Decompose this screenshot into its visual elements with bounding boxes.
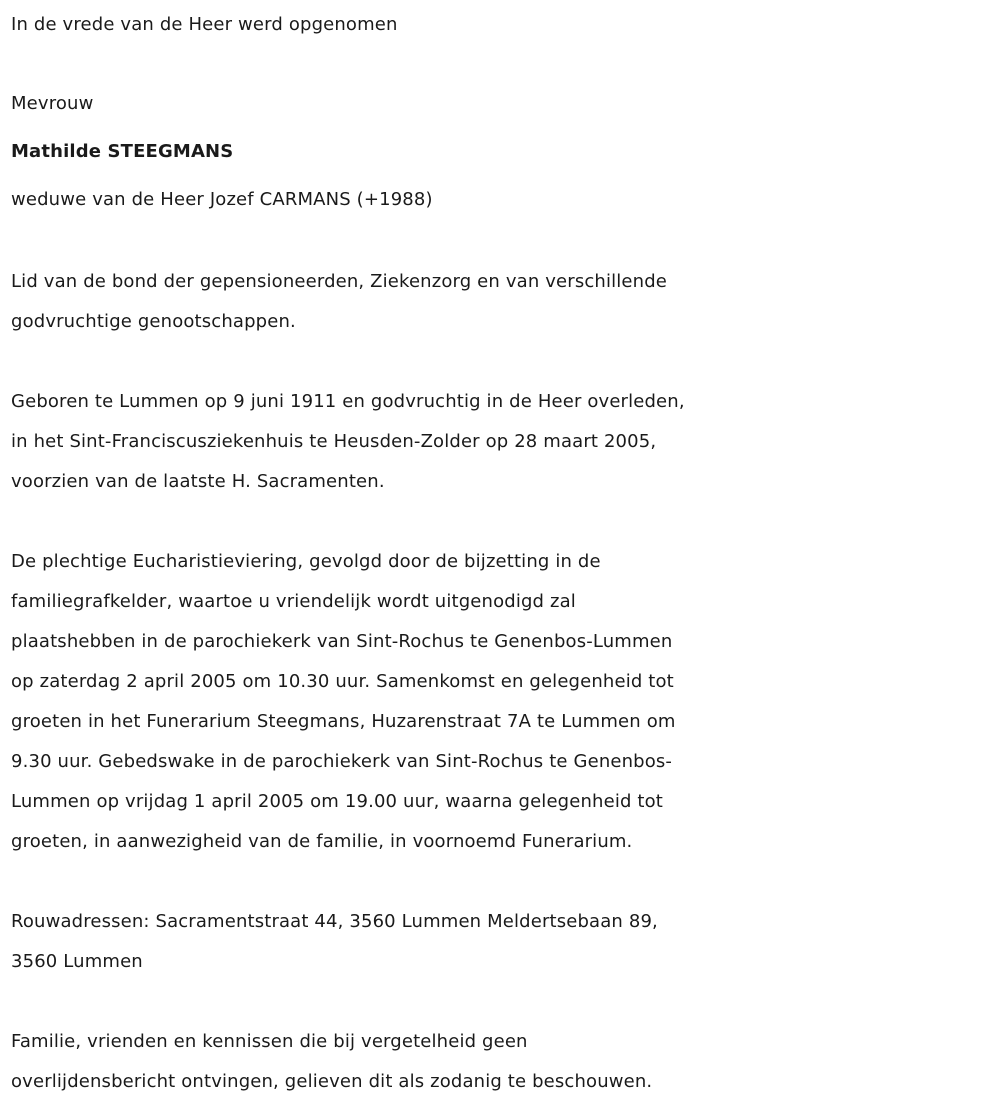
ceremony-line: Lummen op vrijdag 1 april 2005 om 19.00 uur, waarna gelegenheid tot — [11, 791, 663, 812]
membership-line: godvruchtige genootschappen. — [11, 311, 296, 332]
closing-line: Familie, vrienden en kennissen die bij vergetelheid geen — [11, 1031, 528, 1052]
ceremony-line: op zaterdag 2 april 2005 om 10.30 uur. Samenkomst en gelegenheid tot — [11, 671, 674, 692]
spacer — [11, 224, 996, 262]
address-line: 3560 Lummen — [11, 951, 143, 972]
widow-of-text: weduwe van de Heer Jozef CARMANS (+1988) — [11, 189, 433, 210]
addresses-paragraph — [11, 902, 996, 982]
spacer — [11, 50, 996, 80]
ceremony-line: groeten, in aanwezigheid van de familie, in voornoemd Funerarium. — [11, 831, 633, 852]
birth-death-line: Geboren te Lummen op 9 juni 1911 en godvruchtig in de Heer overleden, — [11, 391, 685, 412]
membership-paragraph — [11, 262, 996, 342]
ceremony-line: 9.30 uur. Gebedswake in de parochiekerk van Sint-Rochus te Genenbos- — [11, 751, 673, 772]
intro-text: In de vrede van de Heer werd opgenomen — [11, 14, 398, 35]
spacer — [11, 982, 996, 1022]
ceremony-paragraph — [11, 542, 996, 862]
birth-death-line: voorzien van de laatste H. Sacramenten. — [11, 471, 385, 492]
address-line: Rouwadressen: Sacramentstraat 44, 3560 Lummen Meldertsebaan 89, — [11, 911, 658, 932]
deceased-name: Mathilde STEEGMANS — [11, 141, 234, 162]
ceremony-line: familiegrafkelder, waartoe u vriendelijk wordt uitgenodigd zal — [11, 591, 576, 612]
spacer — [11, 862, 996, 902]
spacer — [11, 502, 996, 542]
membership-line: Lid van de bond der gepensioneerden, Ziekenzorg en van verschillende — [11, 271, 667, 292]
spacer — [11, 342, 996, 382]
birth-death-paragraph — [11, 382, 996, 502]
closing-paragraph — [11, 1022, 996, 1102]
salutation: Mevrouw — [11, 93, 94, 114]
ceremony-line: plaatshebben in de parochiekerk van Sint-Rochus te Genenbos-Lummen — [11, 631, 673, 652]
birth-death-line: in het Sint-Franciscusziekenhuis te Heusden-Zolder op 28 maart 2005, — [11, 431, 657, 452]
ceremony-line: De plechtige Eucharistieviering, gevolgd door de bijzetting in de — [11, 551, 601, 572]
obituary-notice — [11, 0, 996, 1102]
ceremony-line: groeten in het Funerarium Steegmans, Huzarenstraat 7A te Lummen om — [11, 711, 676, 732]
closing-line: overlijdensbericht ontvingen, gelieven dit als zodanig te beschouwen. — [11, 1071, 653, 1092]
